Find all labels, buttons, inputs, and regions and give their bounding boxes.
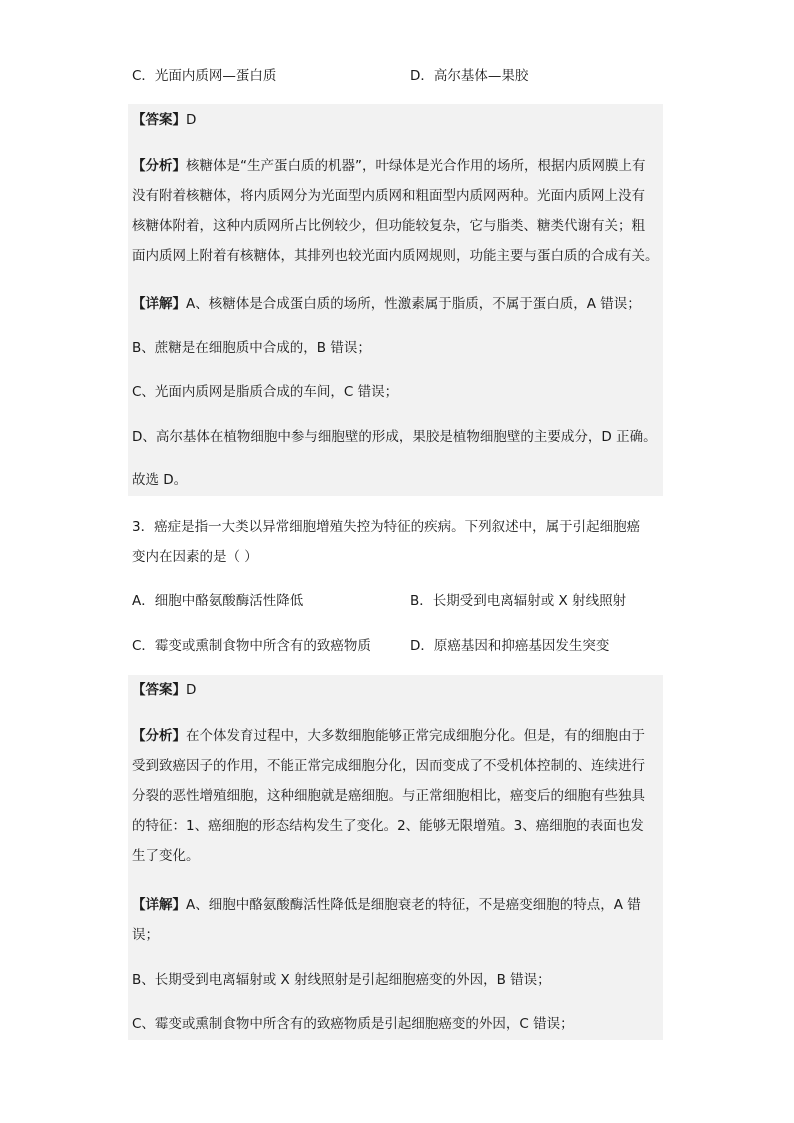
q3-answer [132,680,196,700]
analysis-tag: 【分析】 [132,158,186,174]
analysis-line: 受到致癌因子的作用，不能正常完成细胞分化，因而变成了不受机体控制的、连续进行 [132,758,645,774]
q3-detail-c: C、霉变或熏制食物中所含有的致癌物质是引起细胞癌变的外因，C 错误； [132,1016,574,1032]
detail-line: 误； [132,927,159,943]
q3-option-d: D．原癌基因和抑癌基因发生突变 [410,638,610,654]
q2-answer [132,110,196,130]
q3-detail-a [132,890,660,950]
q3-option-a: A．细胞中酪氨酸酶活性降低 [132,593,304,609]
analysis-tag: 【分析】 [132,728,186,744]
analysis-line: 分裂的恶性增殖细胞，这种细胞就是癌细胞。与正常细胞相比，癌变后的细胞有些独具 [132,788,645,804]
q2-detail-b: B、蔗糖是在细胞质中合成的，B 错误； [132,340,371,356]
q3-option-c: C．霉变或熏制食物中所含有的致癌物质 [132,638,371,654]
detail-tag: 【详解】 [132,296,186,312]
q2-option-d: D．高尔基体—果胶 [410,68,529,84]
analysis-line: 面内质网上附着有核糖体，其排列也较光面内质网规则，功能主要与蛋白质的合成有关。 [132,248,659,264]
q2-detail-c: C、光面内质网是脂质合成的车间，C 错误； [132,384,399,400]
q3-stem [132,512,660,572]
q3-analysis [132,721,660,871]
q2-conclusion: 故选 D。 [132,472,188,488]
analysis-line: 生了变化。 [132,848,200,864]
analysis-line: 核糖体是“生产蛋白质的机器”，叶绿体是光合作用的场所，根据内质网膜上有 [186,158,646,174]
q2-detail-a [132,294,641,314]
analysis-line: 没有附着核糖体，将内质网分为光面型内质网和粗面型内质网两种。光面内质网上没有 [132,188,645,204]
analysis-line: 在个体发育过程中，大多数细胞能够正常完成细胞分化。但是，有的细胞由于 [186,728,645,744]
answer-value: D [186,682,197,698]
answer-tag: 【答案】 [132,112,186,128]
q3-detail-b: B、长期受到电离辐射或 X 射线照射是引起细胞癌变的外因，B 错误； [132,972,551,988]
detail-tag: 【详解】 [132,897,186,913]
analysis-line: 的特征：1、癌细胞的形态结构发生了变化。2、能够无限增殖。3、癌细胞的表面也发 [132,818,644,834]
stem-line: 变内在因素的是（ ） [132,549,258,565]
q2-option-c: C．光面内质网—蛋白质 [132,68,277,84]
q2-detail-d: D、高尔基体在植物细胞中参与细胞壁的形成，果胶是植物细胞壁的主要成分，D 正确。 [132,429,657,445]
stem-line: 3．癌症是指一大类以异常细胞增殖失控为特征的疾病。下列叙述中，属于引起细胞癌 [132,519,641,535]
detail-line: A、核糖体是合成蛋白质的场所，性激素属于脂质，不属于蛋白质，A 错误； [186,296,641,312]
detail-line: A、细胞中酪氨酸酶活性降低是细胞衰老的特征，不是癌变细胞的特点，A 错 [186,897,641,913]
q3-option-b: B．长期受到电离辐射或 X 射线照射 [410,593,627,609]
analysis-line: 核糖体附着，这种内质网所占比例较少，但功能较复杂，它与脂类、糖类代谢有关；粗 [132,218,645,234]
q2-analysis [132,151,660,271]
answer-tag: 【答案】 [132,682,186,698]
answer-value: D [186,112,197,128]
